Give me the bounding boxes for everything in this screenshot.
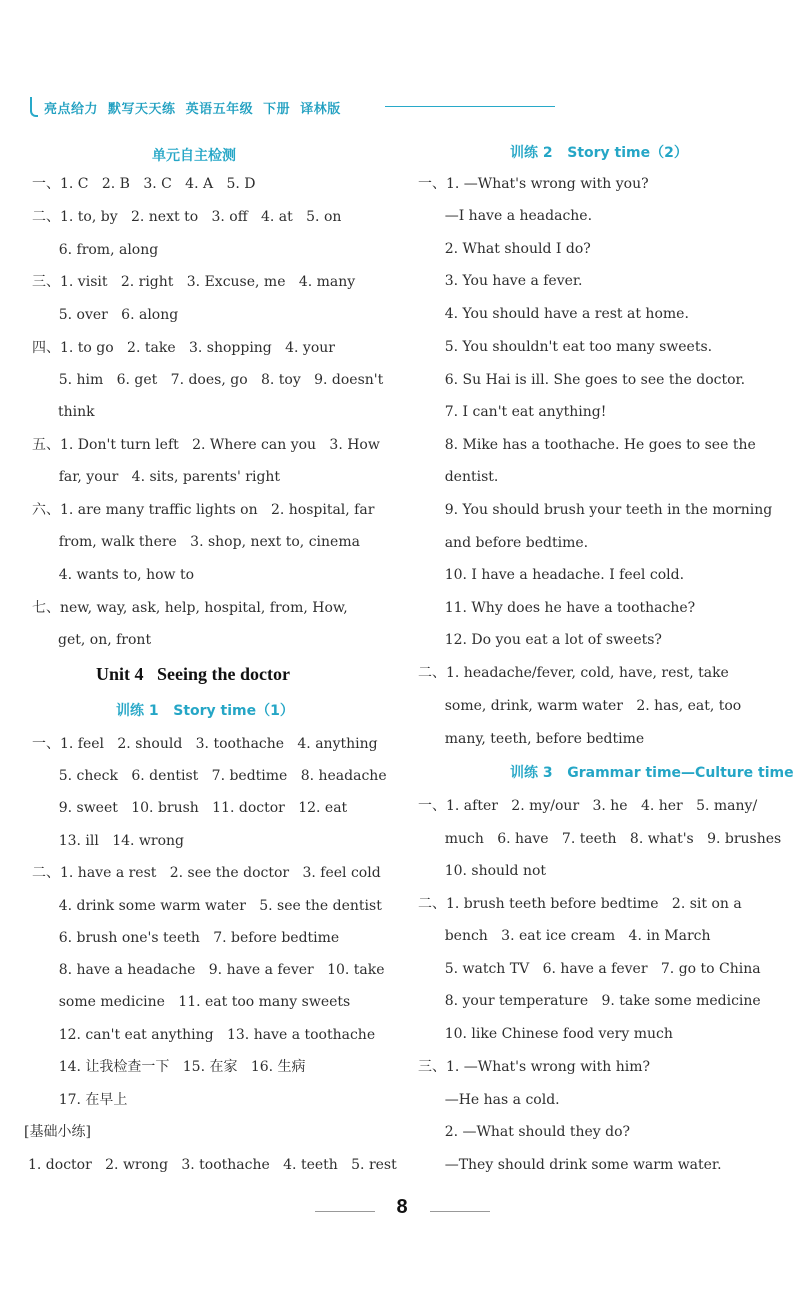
section-title-training-3: 训练 3 Grammar time—Culture time xyxy=(510,765,794,781)
book-header xyxy=(30,96,341,118)
answer-line: 5. him 6. get 7. does, go 8. toy 9. doesn't xyxy=(32,372,384,388)
answer-line: 三、1. visit 2. right 3. Excuse, me 4. many xyxy=(32,274,356,290)
section-title-unit-test: 单元自主检测 xyxy=(152,148,236,164)
header-bracket-mark xyxy=(30,97,38,117)
header-rule xyxy=(385,106,555,107)
answer-line: 一、1. —What's wrong with you? xyxy=(418,176,649,192)
answer-line: 三、1. —What's wrong with him? xyxy=(418,1059,651,1075)
answer-line: 5. watch TV 6. have a fever 7. go to China xyxy=(418,961,761,977)
unit-title: Unit 4 Seeing the doctor xyxy=(96,664,290,684)
answer-line: some, drink, warm water 2. has, eat, too xyxy=(418,698,742,714)
answer-line: 1. doctor 2. wrong 3. toothache 4. teeth 5. rest xyxy=(28,1157,397,1173)
answer-line: think xyxy=(58,404,95,420)
section-title-training-1: 训练 1 Story time（1） xyxy=(116,703,294,719)
answer-line: 8. have a headache 9. have a fever 10. take xyxy=(32,962,385,978)
answer-line: 六、1. are many traffic lights on 2. hospital, far xyxy=(32,502,375,518)
answer-line: 6. Su Hai is ill. She goes to see the doctor. xyxy=(418,372,746,388)
page-footer xyxy=(0,1196,800,1226)
answer-line: —I have a headache. xyxy=(418,208,593,224)
answer-line: 4. You should have a rest at home. xyxy=(418,306,689,322)
answer-line: 七、new, way, ask, help, hospital, from, How, xyxy=(32,600,348,616)
answer-line: 6. from, along xyxy=(32,242,159,258)
answer-line: much 6. have 7. teeth 8. what's 9. brushes xyxy=(418,831,782,847)
answer-line: 5. check 6. dentist 7. bedtime 8. headache xyxy=(32,768,387,784)
answer-line: 10. like Chinese food very much xyxy=(418,1026,673,1042)
answer-line: 4. drink some warm water 5. see the dentist xyxy=(32,898,382,914)
answer-line: 二、1. brush teeth before bedtime 2. sit on a xyxy=(418,896,742,912)
answer-line: far, your 4. sits, parents' right xyxy=(32,469,281,485)
answer-line: 11. Why does he have a toothache? xyxy=(418,600,696,616)
answer-line: 8. Mike has a toothache. He goes to see the xyxy=(418,437,756,453)
page-number: 8 xyxy=(396,1196,408,1218)
answer-line: 7. I can't eat anything! xyxy=(418,404,607,420)
answer-line: 4. wants to, how to xyxy=(32,567,195,583)
answer-line: 12. can't eat anything 13. have a toothache xyxy=(32,1027,376,1043)
answer-line: 14. 让我检查一下 15. 在家 16. 生病 xyxy=(32,1059,306,1075)
footer-rule-left xyxy=(315,1211,375,1212)
answer-line: —They should drink some warm water. xyxy=(418,1157,722,1173)
answer-line: 12. Do you eat a lot of sweets? xyxy=(418,632,662,648)
answer-line: 二、1. headache/fever, cold, have, rest, take xyxy=(418,665,729,681)
answer-line: 二、1. have a rest 2. see the doctor 3. feel cold xyxy=(32,865,381,881)
answer-line: 一、1. feel 2. should 3. toothache 4. anything xyxy=(32,736,378,752)
answer-line: 6. brush one's teeth 7. before bedtime xyxy=(32,930,340,946)
section-title-training-2: 训练 2 Story time（2） xyxy=(510,145,688,161)
subsection-label: [基础小练] xyxy=(24,1124,91,1140)
answer-line: 9. sweet 10. brush 11. doctor 12. eat xyxy=(32,800,348,816)
answer-line: 10. should not xyxy=(418,863,547,879)
answer-line: 13. ill 14. wrong xyxy=(32,833,184,849)
answer-line: 一、1. after 2. my/our 3. he 4. her 5. many/ xyxy=(418,798,758,814)
header-title: 亮点给力 默写天天练 英语五年级 下册 译林版 xyxy=(44,101,341,117)
answer-line: 5. You shouldn't eat too many sweets. xyxy=(418,339,713,355)
answer-line: 5. over 6. along xyxy=(32,307,179,323)
footer-rule-right xyxy=(430,1211,490,1212)
answer-line: 2. What should I do? xyxy=(418,241,591,257)
answer-line: 17. 在早上 xyxy=(32,1092,128,1108)
answer-line: from, walk there 3. shop, next to, cinema xyxy=(32,534,360,550)
answer-line: 五、1. Don't turn left 2. Where can you 3. How xyxy=(32,437,380,453)
answer-line: dentist. xyxy=(418,469,499,485)
answer-line: 10. I have a headache. I feel cold. xyxy=(418,567,685,583)
answer-line: 3. You have a fever. xyxy=(418,273,583,289)
answer-line: 四、1. to go 2. take 3. shopping 4. your xyxy=(32,340,335,356)
answer-line: get, on, front xyxy=(58,632,152,648)
answer-line: 9. You should brush your teeth in the morning xyxy=(418,502,773,518)
answer-line: —He has a cold. xyxy=(418,1092,560,1108)
answer-line: some medicine 11. eat too many sweets xyxy=(32,994,351,1010)
answer-line: 二、1. to, by 2. next to 3. off 4. at 5. on xyxy=(32,209,342,225)
answer-line: many, teeth, before bedtime xyxy=(418,731,645,747)
answer-line: 8. your temperature 9. take some medicine xyxy=(418,993,761,1009)
answer-line: 2. —What should they do? xyxy=(418,1124,631,1140)
answer-line: and before bedtime. xyxy=(418,535,589,551)
answer-line: 一、1. C 2. B 3. C 4. A 5. D xyxy=(32,176,256,192)
answer-line: bench 3. eat ice cream 4. in March xyxy=(418,928,711,944)
